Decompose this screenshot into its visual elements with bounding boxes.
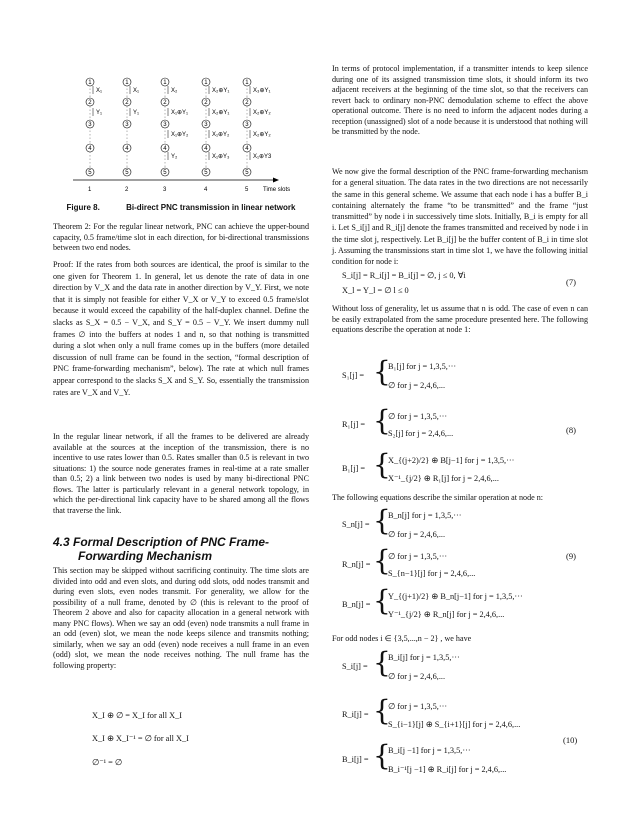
node-n-text: The following equations describe the similar operation at node n: — [332, 493, 544, 502]
frame-label: X₁⊕Y₃ — [212, 154, 230, 160]
protocol-paragraph — [332, 64, 588, 138]
eq8-r1-case1: ∅ for j = 1,3,5,··· — [388, 412, 448, 421]
node-label: 3 — [163, 122, 167, 129]
eq10-s-lhs: S_i[j] = — [342, 662, 368, 671]
null-frame-paragraph — [53, 566, 309, 671]
formal-description-paragraph — [332, 166, 588, 268]
frame-label: X₁ — [133, 88, 140, 94]
frame-label: X₃⊕Y₁ — [253, 88, 271, 94]
eq9-s-case2: ∅ for j = 2,4,6,... — [388, 530, 446, 539]
eq10-r-case2: S_{i−1}[j] ⊕ S_{i+1}[j] for j = 2,4,6,... — [388, 720, 521, 729]
eq8-b1-case2: X⁻¹_{j/2} ⊕ R₁[j] for j = 2,4,6,... — [388, 474, 499, 483]
x-tick-label: 4 — [204, 187, 208, 193]
x-tick-label: 2 — [125, 187, 129, 193]
eq8-b1-brace: { — [373, 448, 391, 481]
section-heading-line1: 4.3 Formal Description of PNC Frame- — [53, 535, 270, 549]
frame-label: X₁⊕Y₂ — [171, 132, 189, 138]
null-frame-text: This section may be skipped without sacrificing continuity. The time slots are divided into odd and even slots, and during odd slots, odd nodes transmit and during even slots, even nodes transmit. For generality, we allow for the possibility of a null frame, denoted by ∅ (this is relevant to the proof of Theorem 2 above and also for capacity allocation in a general network with many PNC flows). When we say an odd (even) node transmits a null frame in an odd (even) slot, we mean the node keeps silence and transmits nothing; similarly, when we say an odd (even) node receives a null frame in an even (odd) slot, we mean the node receives nothing. The null frame has the following property: — [53, 566, 309, 670]
frame-label: X₁⊕Y₂ — [212, 132, 230, 138]
theorem-2 — [53, 222, 309, 254]
eq9-r-case2: S_{n−1}[j] for j = 2,4,6,... — [388, 569, 476, 578]
x-axis-label: Time slots — [263, 187, 291, 193]
node-label: 2 — [125, 100, 129, 107]
null-property-2: X_I ⊕ X_I⁻¹ = ∅ for all X_I — [92, 734, 189, 743]
eq9-r-brace: { — [373, 544, 391, 577]
section-heading-line2: Forwarding Mechanism — [78, 549, 213, 563]
eq10-b-case2: B_i⁻¹[j −1] ⊕ R_i[j] for j = 2,4,6,... — [388, 765, 507, 774]
frame-label: X₂⊕Y₂ — [253, 110, 271, 116]
eq10-r-lhs: R_i[j] = — [342, 710, 369, 719]
frame-label: X₁ — [96, 88, 103, 94]
node-label: 4 — [125, 146, 129, 153]
eq10-b-lhs: B_i[j] = — [342, 755, 369, 764]
node-label: 4 — [163, 146, 167, 153]
x-axis-arrow — [273, 178, 279, 183]
frame-label: X₁⊕Y3 — [253, 154, 272, 160]
eq8-b1-lhs: B₁[j] = — [342, 464, 366, 473]
node-label: 4 — [245, 146, 249, 153]
eq7-line1: S_i[j] = R_i[j] = B_i[j] = ∅, j ≤ 0, ∀i — [342, 271, 466, 280]
node-label: 4 — [204, 146, 208, 153]
eq10-number: (10) — [563, 735, 578, 745]
node-label: 5 — [245, 170, 249, 177]
figure-caption-label: Figure 8. — [66, 203, 100, 212]
eq9-s-case1: B_n[j] for j = 1,3,5,··· — [388, 511, 462, 520]
node-label: 1 — [163, 80, 167, 87]
node-label: 3 — [88, 122, 92, 129]
node-label: 2 — [163, 100, 167, 107]
eq8-number: (8) — [566, 425, 576, 435]
node-label: 5 — [125, 170, 129, 177]
node-label: 3 — [245, 122, 249, 129]
rates-text: In the regular linear network, if all the frames to be delivered are already available at the sources at the inception of the transmission, there is no incentive to use rates lower than 0.5. Rates smaller than 0.5 is relevant in two situations: 1) the source node generates frames in real-time at a rate smaller than 0.5; 2) a link between two nodes is used by many bi-directional PNC flows. The latter is particularly relevant in a general network topology, in which the per-directional link capacity have to be shared among all the flows that traverse the link. — [53, 432, 309, 515]
proof-paragraph — [53, 259, 309, 398]
eq10-b-brace: { — [373, 739, 391, 772]
odd-n-text: Without loss of generality, let us assume that n is odd. The case of even n can be easily extrapolated from the same procedure presented here. The following equations describe the operation at node 1: — [332, 304, 588, 334]
rates-paragraph — [53, 432, 309, 516]
figure-caption — [53, 203, 309, 212]
node-label: 5 — [163, 170, 167, 177]
formal-description-text: We now give the formal description of the PNC frame-forwarding mechanism for a general situation. The data rates in the two directions are not necessarily the same in this general scheme. We assume that each node i has a buffer B_i containing alternately the frame “to be transmitted” and the frame “just transmitted” by node i in successively time slots. Initially, B_i is empty for all i. Let S_i[j] and R_i[j] denote the frames transmitted and received by node i in the time slot j, respectively. Let B_i[j] be the buffer content of B_i in time slot j. Assuming the transmissions start in time slot 1, we have the following initial condition for node i: — [332, 167, 588, 267]
eq8-s1-case2: ∅ for j = 2,4,6,... — [388, 381, 446, 390]
node-label: 3 — [204, 122, 208, 129]
frame-label: Y₁ — [133, 110, 140, 116]
eq10-s-brace: { — [373, 646, 391, 679]
eq8-r1-lhs: R₁[j] = — [342, 420, 366, 429]
x-tick-label: 1 — [88, 187, 92, 193]
eq9-number: (9) — [566, 551, 576, 561]
eq9-b-brace: { — [373, 584, 391, 617]
proof-text: Proof: If the rates from both sources are identical, the proof is similar to the one given for Theorem 1. In general, let us denote the rate of data in one direction by V_X and the data rate in another direction by V_Y. First, we note that it is simply not feasible for either V_X or V_Y to exceed 0.5 frame/slot because it would exceed the capability of the half-duplex channel. Define the slacks as S_X = 0.5 − V_X, and S_Y = 0.5 − V_Y. We insert dummy null frames ∅ into the buffers at nodes 1 and n, so that nothing is transmitted during a slot when only a null frame comes up in the buffers (more detailed discussion of null frame can be found in the section, “formal description of PNC frame-forwarding mechanism”, below). The rate at which null frames appear correspond to the slacks S_X and S_Y. So, essentially the transmission rates are V_X and V_Y. — [53, 260, 309, 397]
eq10-b-case1: B_i[j −1] for j = 1,3,5,··· — [388, 746, 471, 755]
frame-label: Y₂ — [171, 154, 178, 160]
node-label: 5 — [88, 170, 92, 177]
eq9-s-lhs: S_n[j] = — [342, 520, 370, 529]
node-label: 2 — [88, 100, 92, 107]
x-tick-label: 3 — [163, 187, 167, 193]
node-label: 3 — [125, 122, 129, 129]
eq9-b-case1: Y_{(j+1)/2} ⊕ B_n[j−1] for j = 1,3,5,··· — [388, 592, 523, 601]
theorem-text: Theorem 2: For the regular linear network, PNC can achieve the upper-bound capacity, 0.5 frame/time slot in each direction, for bi-directional transmissions between two end nodes. — [53, 222, 309, 252]
eq8-r1-brace: { — [373, 404, 391, 437]
frame-label: X₁⊕Y₁ — [171, 110, 189, 116]
node-label: 1 — [125, 80, 129, 87]
eq8-s1-case1: B₁[j] for j = 1,3,5,··· — [388, 362, 457, 371]
eq8-s1-brace: { — [373, 355, 391, 388]
node-label: 1 — [88, 80, 92, 87]
eq9-r-lhs: R_n[j] = — [342, 560, 371, 569]
eq10-s-case1: B_i[j] for j = 1,3,5,··· — [388, 653, 460, 662]
node-label: 1 — [245, 80, 249, 87]
frame-label: X₂⊕Y₁ — [212, 110, 230, 116]
frame-label: X₂⊕Y₁ — [212, 88, 230, 94]
eq9-b-case2: Y⁻¹_{j/2} ⊕ R_n[j] for j = 2,4,6,... — [388, 610, 505, 619]
odd-nodes-text: For odd nodes i ∈ {3,5,...,n − 2} , we have — [332, 634, 472, 643]
eq7-line2: X_l = Y_l = ∅ l ≤ 0 — [342, 286, 409, 295]
frame-label: X₂⊕Y₂ — [253, 132, 271, 138]
pnc-timeslot-figure — [53, 62, 309, 202]
eq10-r-brace: { — [373, 694, 391, 727]
eq9-s-brace: { — [373, 504, 391, 537]
null-property-1: X_I ⊕ ∅ = X_I for all X_I — [92, 711, 183, 720]
odd-nodes-paragraph — [332, 634, 588, 645]
node-label: 1 — [204, 80, 208, 87]
protocol-text: In terms of protocol implementation, if a transmitter intends to keep silence during one of its assigned transmission time slots, it should inform its two adjacent receivers at the beginning of the time slot, so that the receivers can revert back to ordinary non-PNC demodulation scheme to effect the above operational outcome. There is no need to inform the adjacent nodes during a reception (unassigned) slot of a node because it is understood that nothing will be transmitted by the node. — [332, 64, 588, 136]
node-n-paragraph — [332, 493, 588, 504]
section-heading — [53, 535, 309, 563]
node-label: 2 — [204, 100, 208, 107]
eq9-r-case1: ∅ for j = 1,3,5,··· — [388, 552, 448, 561]
eq8-b1-case1: X_{(j+2)/2} ⊕ B[j−1] for j = 1,3,5,··· — [388, 456, 515, 465]
node-label: 4 — [88, 146, 92, 153]
node-label: 2 — [245, 100, 249, 107]
odd-n-paragraph — [332, 304, 588, 336]
eq10-r-case1: ∅ for j = 1,3,5,··· — [388, 702, 448, 711]
eq10-s-case2: ∅ for j = 2,4,6,... — [388, 672, 446, 681]
frame-label: X₂ — [171, 88, 178, 94]
eq8-r1-case2: S₂[j] for j = 2,4,6,... — [388, 429, 454, 438]
eq8-s1-lhs: S₁[j] = — [342, 371, 365, 380]
eq9-b-lhs: B_n[j] = — [342, 600, 371, 609]
frame-label: Y₁ — [96, 110, 103, 116]
node-label: 5 — [204, 170, 208, 177]
null-property-3: ∅⁻¹ = ∅ — [92, 758, 123, 767]
eq7-number: (7) — [566, 277, 576, 287]
x-tick-label: 5 — [245, 187, 249, 193]
figure-caption-text: Bi-direct PNC transmission in linear network — [126, 203, 296, 212]
